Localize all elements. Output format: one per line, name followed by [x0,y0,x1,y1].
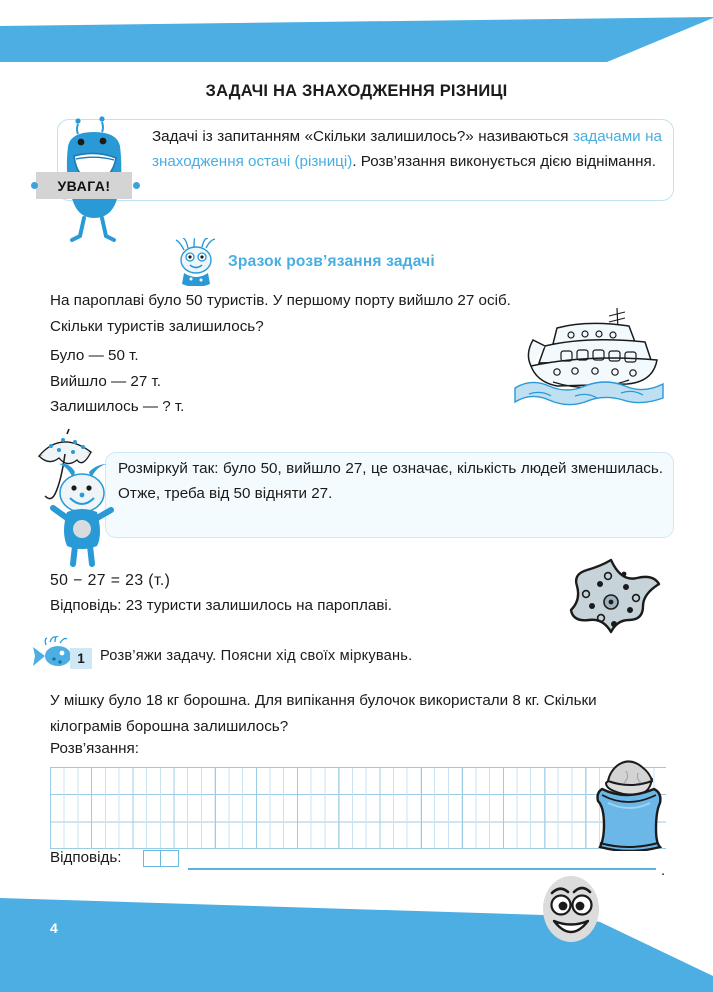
page-title: ЗАДАЧІ НА ЗНАХОДЖЕННЯ РІЗНИЦІ [205,82,508,100]
answer-digit-boxes[interactable] [143,850,179,867]
reasoning-text: Розміркуй так: було 50, вийшло 27, це означає, кількість людей зменшилась. Отже, треба від 50 відняти 27. [118,460,663,502]
grid-bottom-rule [50,848,666,849]
sample-heading: Зразок розв’язання задачі [228,253,435,270]
attention-text [152,124,662,174]
sample-given-list [50,343,380,420]
answer-digit-cell[interactable] [143,850,161,867]
badge-dot-left [31,182,38,189]
flour-sack-icon [582,757,674,851]
answer-digit-cell[interactable] [161,850,179,867]
answer-write-line[interactable] [188,868,656,870]
starfish-icon [556,554,666,646]
attention-badge-label: УВАГА! [57,177,111,194]
solution-equation: 50 − 27 = 23 (т.) [50,572,171,589]
given-line: Вийшло — 27 т. [50,372,161,390]
exercise-number-badge [70,648,92,669]
sample-problem-text: На пароплаві було 50 туристів. У першому порту вийшло 27 осіб. Скільки туристів залишилось? [50,292,511,335]
writing-grid[interactable] [50,767,666,849]
antenna-mascot-icon [172,238,224,286]
exercise-number: 1 [77,651,85,666]
steamship-icon [505,298,675,406]
attention-text-part1: Задачі із запитанням «Скільки залишилось?» називаються [152,128,573,145]
given-line: Було — 50 т. [50,347,139,364]
attention-text-highlight: задачами на знаходження остачі (різниці) [152,128,662,170]
exercise-problem-text: У мішку було 18 кг борошна. Для випікання булочок використали 8 кг. Скільки кілограмів борошна залишилось? [50,692,597,735]
bottom-banner-decoration [0,872,713,992]
answer-label: Відповідь: [50,849,122,866]
solution-answer: Відповідь: 23 туристи залишилось на пароплаві. [50,597,392,614]
page-number: 4 [50,920,58,936]
top-banner-decoration [0,14,713,74]
grid-top-rule [50,767,666,768]
smiley-face-icon [540,873,602,945]
attention-badge [36,172,132,199]
answer-period: . [661,862,666,879]
solution-label: Розв’язання: [50,740,139,757]
badge-dot-right [133,182,140,189]
attention-text-part2: . Розв’язання виконується дією віднімання. [352,153,656,170]
given-line: Залишилось — ? т. [50,398,185,415]
umbrella-mascot-icon [33,428,133,568]
exercise-instruction: Розв’яжи задачу. Поясни хід своїх міркувань. [100,648,413,664]
